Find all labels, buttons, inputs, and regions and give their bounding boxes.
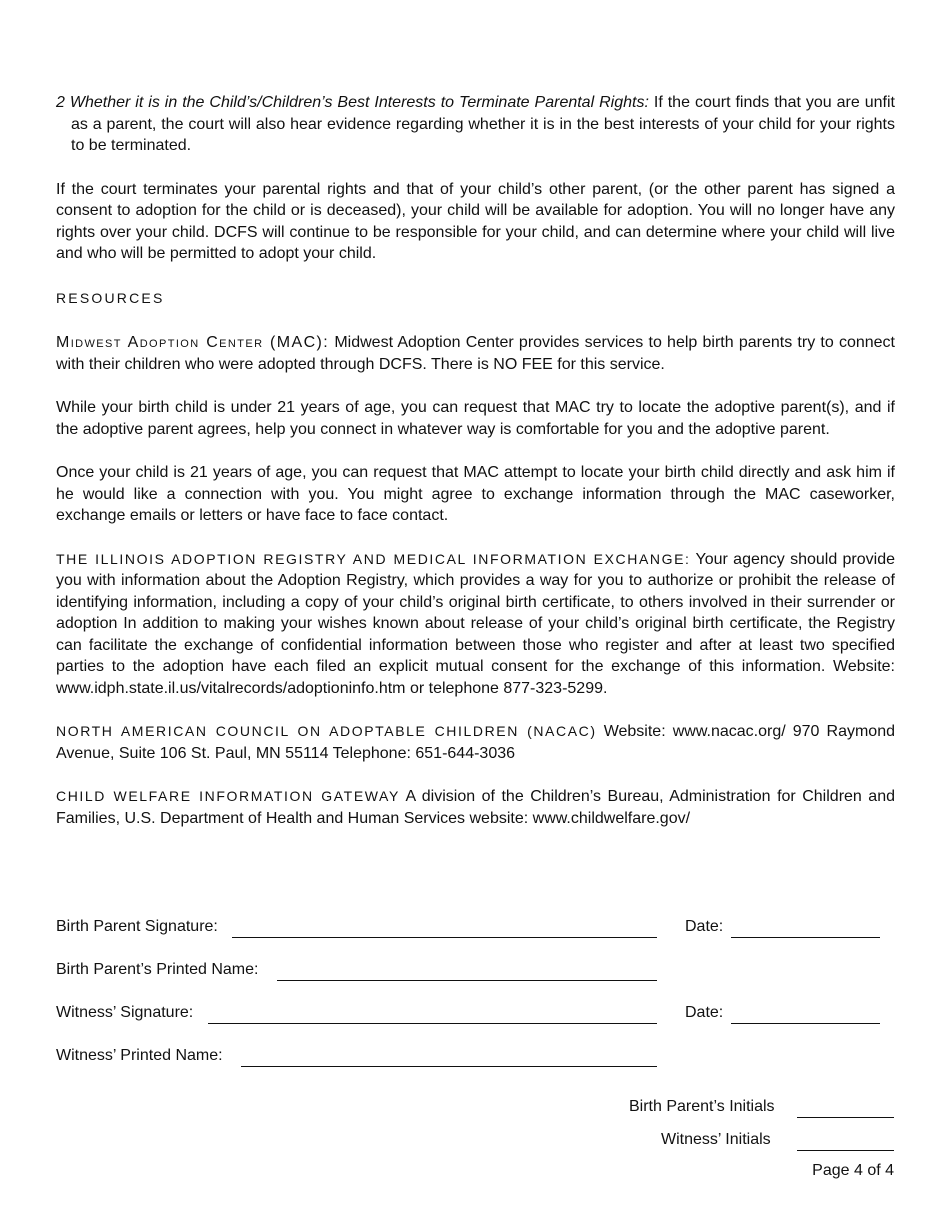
- birth-parent-printed-name-row: [56, 961, 896, 983]
- page-number: Page 4 of 4: [812, 1162, 894, 1179]
- witness-initials-line[interactable]: [797, 1150, 894, 1151]
- resources-heading: RESOURCES: [56, 289, 165, 306]
- birth-parent-printed-name-label: Birth Parent’s Printed Name:: [56, 961, 259, 978]
- date-line[interactable]: [731, 937, 880, 938]
- witness-signature-line[interactable]: [208, 1023, 657, 1024]
- registry-heading: THE ILLINOIS ADOPTION REGISTRY AND MEDICAL INFORMATION EXCHANGE:: [56, 550, 691, 567]
- item-2-best-interests: [56, 92, 895, 157]
- item-2-text: If the court finds that you are unfit as a parent, the court will also hear evidence regarding whether it is in the best interests of your child for your rights to be terminated.: [71, 94, 895, 154]
- date-line[interactable]: [731, 1023, 880, 1024]
- birth-parent-signature-label: Birth Parent Signature:: [56, 918, 218, 935]
- witness-printed-name-line[interactable]: [241, 1066, 657, 1067]
- mac-heading: Midwest Adoption Center (MAC):: [56, 334, 330, 351]
- witness-initials-row: [56, 1131, 896, 1153]
- registry-paragraph: [56, 549, 895, 700]
- gateway-paragraph: [56, 786, 895, 829]
- mac-paragraph-2: While your birth child is under 21 years of age, you can request that MAC try to locate the adoptive parent(s), and if the adoptive parent agrees, help you connect in whatever way is comfortable for you and the adoptive parent.: [56, 399, 895, 438]
- birth-parent-initials-line[interactable]: [797, 1117, 894, 1118]
- mac-paragraph-3: Once your child is 21 years of age, you can request that MAC attempt to locate your birth child directly and ask him if he would like a connection with you. You might agree to exchange information through the MAC caseworker, exchange emails or letters or have face to face contact.: [56, 464, 895, 524]
- birth-parent-printed-name-line[interactable]: [277, 980, 657, 981]
- nacac-paragraph: [56, 721, 895, 764]
- birth-parent-initials-label: Birth Parent’s Initials: [629, 1098, 775, 1115]
- gateway-heading: CHILD WELFARE INFORMATION GATEWAY: [56, 788, 400, 804]
- item-2-lead: 2 Whether it is in the Child’s/Children’s Best Interests to Terminate Parental Rights:: [56, 94, 649, 111]
- nacac-heading: NORTH AMERICAN COUNCIL ON ADOPTABLE CHILDREN (NACAC): [56, 723, 597, 739]
- gateway-text: A division of the Children’s Bureau, Administration for Children and Families, U.S. Department of Health and Human Services website: www.childwelfare.gov/: [56, 788, 895, 827]
- document-body: [56, 92, 895, 829]
- terminate-paragraph: If the court terminates your parental rights and that of your child’s other parent, (or the other parent has signed a consent to adoption for the child or is deceased), your child will be available for adoption. You will no longer have any rights over your child. DCFS will continue to be responsible for your child, and can determine where your child will live and who will be permitted to adopt your child.: [56, 180, 895, 262]
- mac-text: Midwest Adoption Center provides services to help birth parents try to connect with their children who were adopted through DCFS. There is NO FEE for this service.: [56, 334, 895, 373]
- witness-printed-name-row: [56, 1047, 896, 1069]
- date-label: Date:: [685, 918, 724, 935]
- mac-paragraph: [56, 332, 895, 375]
- birth-parent-signature-line[interactable]: [232, 937, 657, 938]
- registry-text: Your agency should provide you with information about the Adoption Registry, which provides a way for you to authorize or prohibit the release of identifying information, including a copy of your child’s original birth certificate, to others involved in their surrender or adoption In addition to making your wishes known about release of your child’s original birth certificate, the Registry can facilitate the exchange of confidential information between those who register and after at least two specified parties to the adoption have each filed an explicit mutual consent for the exchange of this information. Website: www.idph.state.il.us/vitalrecords/adoptioninfo.htm or telephone 877-323-5299.: [56, 550, 895, 697]
- witness-signature-row: [56, 1004, 896, 1026]
- birth-parent-initials-row: [56, 1098, 896, 1120]
- date-label: Date:: [685, 1004, 724, 1021]
- nacac-text: Website: www.nacac.org/ 970 Raymond Avenue, Suite 106 St. Paul, MN 55114 Telephone: 651-644-3036: [56, 723, 896, 762]
- birth-parent-signature-row: [56, 918, 896, 940]
- witness-signature-label: Witness’ Signature:: [56, 1004, 194, 1021]
- witness-initials-label: Witness’ Initials: [661, 1131, 771, 1148]
- witness-printed-name-label: Witness’ Printed Name:: [56, 1047, 223, 1064]
